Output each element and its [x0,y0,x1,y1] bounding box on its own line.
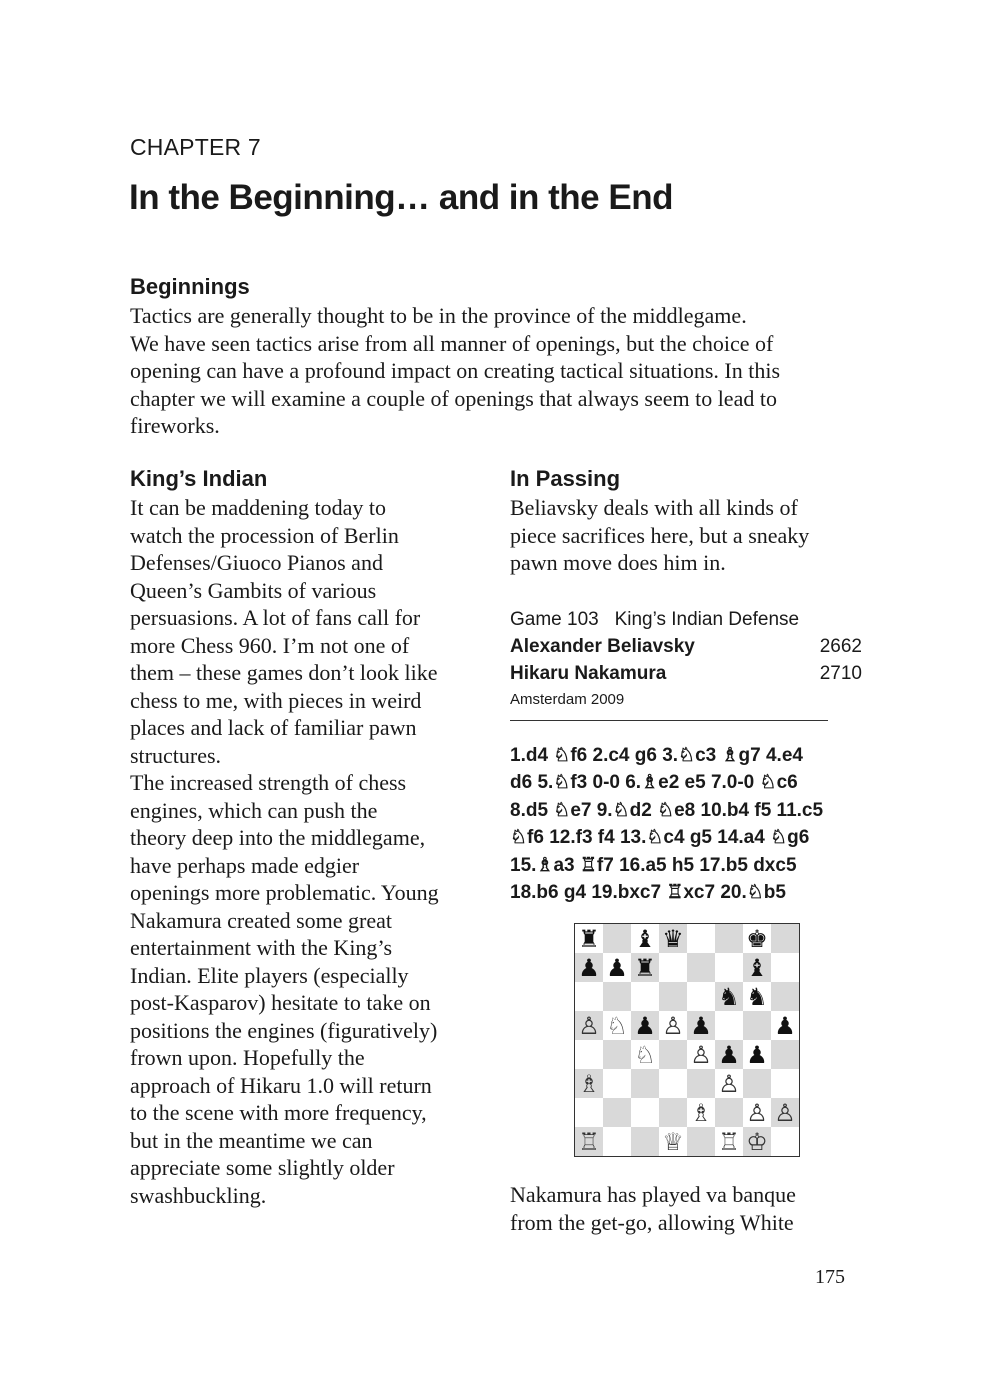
chess-piece: ♙ [578,1011,600,1040]
square-a5 [575,1011,603,1040]
square-e3 [687,1069,715,1098]
square-h4 [771,1040,799,1069]
square-h6 [771,982,799,1011]
square-e4 [687,1040,715,1069]
game-number: Game 103 [510,608,599,630]
chess-piece: ♞ [718,982,740,1011]
square-a4 [575,1040,603,1069]
chess-piece: ♜ [578,924,600,953]
square-h8 [771,924,799,953]
square-g8 [743,924,771,953]
continuation-text [510,1181,860,1236]
chess-piece: ♙ [662,1011,684,1040]
game-header [510,606,862,711]
text-line: Beliavsky deals with all kinds of [510,495,798,520]
text-line: engines, which can push the [130,797,378,823]
square-e1 [687,1127,715,1156]
text-line: The increased strength of chess [130,770,407,795]
text-line: persuasions. A lot of fans call for [130,605,421,630]
text-line: Nakamura created some great [130,907,393,933]
game-title-line [510,606,862,633]
beginnings-paragraph [130,302,880,440]
square-f6 [715,982,743,1011]
chess-piece: ♙ [718,1069,740,1098]
text-line: swashbuckling. [130,1182,267,1208]
text-line: frown upon. Hopefully the [130,1045,365,1070]
text-line: piece sacrifices here, but a sneaky [510,522,810,548]
board-grid [575,924,799,1156]
chess-piece: ♙ [774,1098,796,1127]
square-c1 [631,1127,659,1156]
moves-line: 1.d4 ♘f6 2.c4 g6 3.♘c3 ♗g7 4.e4 [510,745,803,766]
game-opening: King’s Indian Defense [614,608,800,630]
paragraph-line: We have seen tactics arise from all manner of openings, but the choice of [130,330,774,356]
text-line: theory deep into the middlegame, [130,825,426,850]
game-place-line [510,687,862,711]
square-g3 [743,1069,771,1098]
black-player-rating: 2710 [819,662,862,684]
text-line: positions the engines (figuratively) [130,1017,438,1043]
square-g5 [743,1011,771,1040]
square-f2 [715,1098,743,1127]
paragraph-line: Tactics are generally thought to be in the province of the middlegame. [130,303,747,328]
moves-line: d6 5.♘f3 0-0 6.♗e2 e5 7.0-0 ♘c6 [510,772,798,794]
square-a2 [575,1098,603,1127]
square-e2 [687,1098,715,1127]
square-a8 [575,924,603,953]
square-b1 [603,1127,631,1156]
moves-line: 18.b6 g4 19.bxc7 ♖xc7 20.♘b5 [510,881,786,903]
text-line: structures. [130,742,222,768]
kings-indian-text [130,494,490,1209]
divider [510,720,828,721]
chess-piece: ♟ [578,953,600,982]
text-line: to the scene with more frequency, [130,1100,427,1125]
text-line: pawn move does him in. [510,550,726,575]
text-line: Indian. Elite players (especially [130,962,409,988]
text-line: Defenses/Giuoco Pianos and [130,550,383,575]
paragraph-line: opening can have a profound impact on creating tactical situations. In this [130,358,781,383]
chess-piece: ♖ [718,1127,740,1156]
chess-piece: ♙ [690,1040,712,1069]
text-line: watch the procession of Berlin [130,522,399,548]
square-c8 [631,924,659,953]
square-f1 [715,1127,743,1156]
square-g6 [743,982,771,1011]
square-c6 [631,982,659,1011]
square-c7 [631,953,659,982]
text-line: but in the meantime we can [130,1127,373,1153]
square-c3 [631,1069,659,1098]
square-e6 [687,982,715,1011]
game-moves [510,742,870,906]
square-d2 [659,1098,687,1127]
game-title [510,609,799,631]
text-line: have perhaps made edgier [130,852,360,878]
section-heading-kings-indian: King’s Indian [130,466,268,491]
chess-piece: ♔ [746,1127,768,1156]
square-f3 [715,1069,743,1098]
text-line: It can be maddening today to [130,495,386,520]
text-line: Nakamura has played va banque [510,1182,796,1207]
square-h2 [771,1098,799,1127]
white-player-rating: 2662 [819,635,862,657]
square-c5 [631,1011,659,1040]
chess-piece: ♟ [606,953,628,982]
chess-piece: ♗ [690,1098,712,1127]
text-line: entertainment with the King’s [130,935,393,960]
square-g4 [743,1040,771,1069]
chess-piece: ♘ [634,1040,656,1069]
white-player-name: Alexander Beliavsky [510,635,695,657]
square-f7 [715,953,743,982]
square-b2 [603,1098,631,1127]
chess-piece: ♟ [690,1011,712,1040]
section-heading-beginnings: Beginnings [130,274,250,299]
square-d8 [659,924,687,953]
game-place: Amsterdam 2009 [510,690,625,708]
square-f4 [715,1040,743,1069]
chess-board-diagram [574,923,800,1157]
square-h3 [771,1069,799,1098]
square-d1 [659,1127,687,1156]
moves-line: 15.♗a3 ♖f7 16.a5 h5 17.b5 dxc5 [510,854,797,876]
paragraph-line: fireworks. [130,413,220,438]
square-b7 [603,953,631,982]
chess-piece: ♕ [662,1127,684,1156]
square-e8 [687,924,715,953]
square-b4 [603,1040,631,1069]
chess-piece: ♝ [634,924,656,953]
square-d4 [659,1040,687,1069]
chess-piece: ♛ [662,924,684,953]
square-h7 [771,953,799,982]
chess-piece: ♚ [746,924,768,953]
chapter-label: CHAPTER 7 [130,134,261,160]
square-a1 [575,1127,603,1156]
square-g1 [743,1127,771,1156]
text-line: more Chess 960. I’m not one of [130,632,410,658]
chess-piece: ♖ [578,1127,600,1156]
moves-line: ♘f6 12.f3 f4 13.♘c4 g5 14.a4 ♘g6 [510,827,810,849]
square-b6 [603,982,631,1011]
moves-line: 8.d5 ♘e7 9.♘d2 ♘e8 10.b4 f5 11.c5 [510,799,824,821]
square-g7 [743,953,771,982]
text-line: post-Kasparov) hesitate to take on [130,990,431,1015]
in-passing-text [510,494,860,577]
square-c4 [631,1040,659,1069]
square-a3 [575,1069,603,1098]
text-line: approach of Hikaru 1.0 will return [130,1072,432,1098]
square-e7 [687,953,715,982]
text-line: from the get-go, allowing White [510,1209,794,1235]
square-f5 [715,1011,743,1040]
square-b3 [603,1069,631,1098]
black-player-line [510,660,862,687]
text-line: openings more problematic. Young [130,880,439,905]
chess-piece: ♟ [634,1011,656,1040]
square-a7 [575,953,603,982]
square-h1 [771,1127,799,1156]
black-player-name: Hikaru Nakamura [510,662,667,684]
text-line: appreciate some slightly older [130,1155,395,1180]
chess-piece: ♘ [606,1011,628,1040]
page-number: 175 [815,1266,845,1288]
chess-piece: ♝ [746,953,768,982]
square-c2 [631,1098,659,1127]
square-b5 [603,1011,631,1040]
square-e5 [687,1011,715,1040]
square-a6 [575,982,603,1011]
chapter-title: In the Beginning… and in the End [129,178,673,217]
square-g2 [743,1098,771,1127]
paragraph-line: chapter we will examine a couple of openings that always seem to lead to [130,385,777,411]
square-d5 [659,1011,687,1040]
chess-piece: ♞ [746,982,768,1011]
text-line: places and lack of familiar pawn [130,715,417,740]
square-d3 [659,1069,687,1098]
text-line: chess to me, with pieces in weird [130,687,422,713]
square-h5 [771,1011,799,1040]
square-d6 [659,982,687,1011]
white-player-line [510,633,862,660]
text-line: Queen’s Gambits of various [130,577,377,603]
text-line: them – these games don’t look like [130,660,438,685]
square-f8 [715,924,743,953]
chess-piece: ♟ [746,1040,768,1069]
chess-piece: ♟ [774,1011,796,1040]
chess-piece: ♜ [634,953,656,982]
section-heading-in-passing: In Passing [510,466,621,491]
chess-piece: ♗ [578,1069,600,1098]
square-b8 [603,924,631,953]
chess-piece: ♟ [718,1040,740,1069]
chess-piece: ♙ [746,1098,768,1127]
square-d7 [659,953,687,982]
